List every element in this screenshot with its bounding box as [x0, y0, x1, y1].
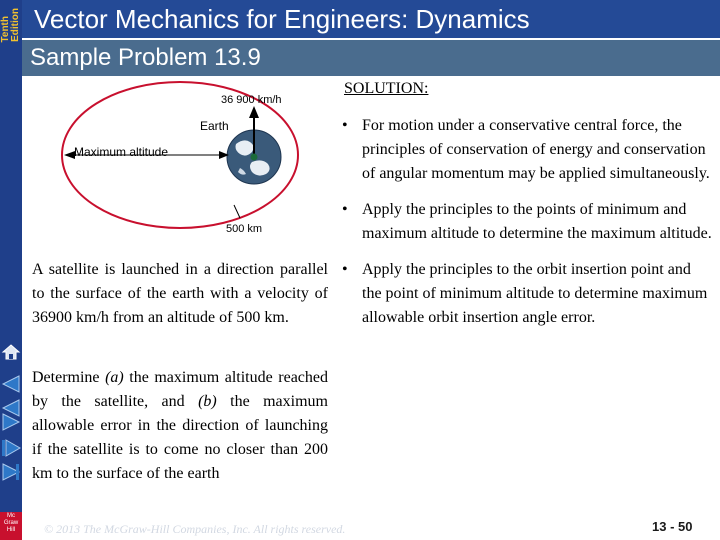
logo-line-1: Mc	[7, 513, 15, 519]
page-number: 13 - 50	[652, 519, 693, 534]
solution-step-1	[342, 114, 714, 186]
first-page-icon[interactable]	[1, 374, 21, 394]
section-title: Sample Problem 13.9	[30, 44, 261, 71]
logo-line-2: Graw	[3, 520, 19, 526]
solution-step-2	[342, 198, 714, 246]
header-bar	[22, 0, 720, 38]
problem-question	[32, 366, 328, 486]
question-suffix: the maximum allowable error in the direction of launching if the satellite is to come no closer than 200 km to the surface of the earth	[32, 393, 328, 482]
solution-heading	[344, 78, 428, 100]
velocity-arrowhead	[249, 106, 259, 118]
bullet-icon: •	[342, 261, 348, 278]
bullet-icon: •	[342, 201, 348, 218]
subheader-bar	[22, 40, 720, 76]
mcgraw-hill-logo	[0, 512, 22, 540]
part-a-label: (a)	[105, 369, 124, 386]
leader-500km	[234, 205, 240, 218]
home-icon[interactable]	[1, 342, 21, 362]
solution-step-text: Apply the principles to the orbit insertion point and the point of minimum altitude to determine maximum allowable orbit insertion angle error.	[362, 261, 708, 326]
page-title: Vector Mechanics for Engineers: Dynamics	[34, 4, 530, 34]
last-page-icon[interactable]	[1, 438, 21, 458]
satellite-marker	[251, 154, 258, 161]
question-prefix: Determine	[32, 369, 106, 386]
solution-steps	[342, 114, 714, 342]
max-altitude-label: Maximum altitude	[74, 145, 169, 159]
edition-line-2: Edition	[10, 8, 21, 42]
velocity-label: 36 900 km/h	[221, 94, 282, 106]
edition-line-1: Tenth	[0, 15, 11, 42]
solution-colon: :	[424, 80, 429, 97]
logo-line-3: Hill	[6, 527, 16, 533]
copyright-notice: © 2013 The McGraw-Hill Companies, Inc. All rights reserved.	[44, 522, 346, 536]
orbit-diagram	[40, 80, 340, 240]
solution-title: SOLUTION	[344, 80, 424, 97]
next-page-icon[interactable]	[1, 412, 21, 432]
part-b-label: (b)	[198, 393, 217, 410]
earth-label: Earth	[200, 119, 229, 133]
solution-step-text: Apply the principles to the points of minimum and maximum altitude to determine the maximum altitude.	[362, 201, 712, 242]
solution-step-3	[342, 258, 714, 330]
solution-step-text: For motion under a conservative central force, the principles of conservation of energy and conservation of angular momentum may be applied simultaneously.	[362, 117, 710, 182]
sidebar	[0, 0, 22, 540]
question-mid: the maximum altitude reached by the satellite, and	[32, 369, 328, 410]
altitude-label: 500 km	[226, 223, 263, 235]
exit-icon[interactable]	[1, 462, 21, 482]
edition-label	[0, 0, 22, 46]
problem-statement: A satellite is launched in a direction parallel to the surface of the earth with a velocity of 36900 km/h from an altitude of 500 km.	[32, 261, 328, 326]
bullet-icon: •	[342, 117, 348, 134]
